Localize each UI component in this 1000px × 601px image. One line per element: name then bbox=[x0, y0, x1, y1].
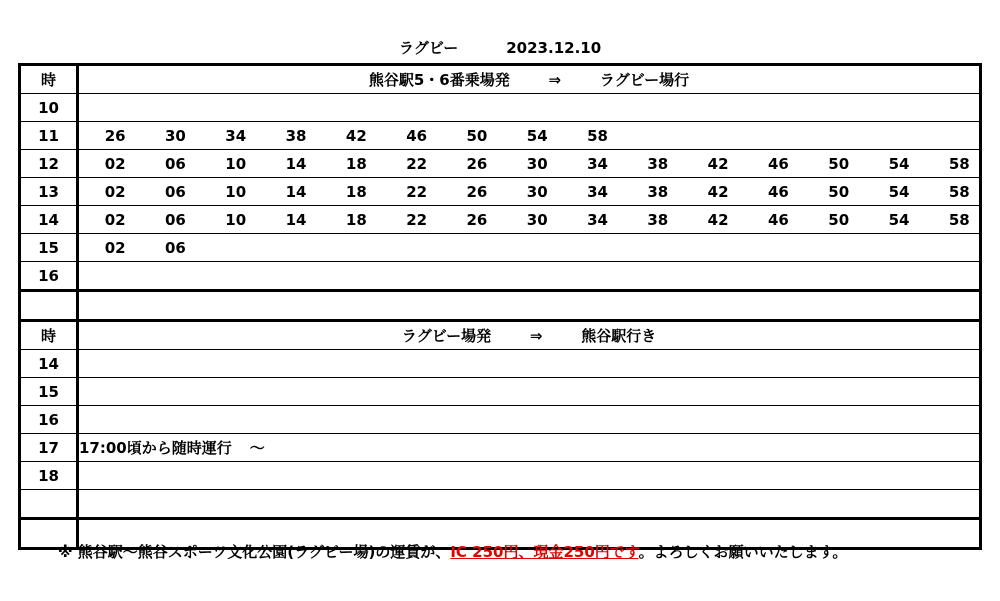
departure-minute: 06 bbox=[165, 182, 186, 201]
minutes-cell bbox=[78, 122, 981, 150]
departure-minute: 38 bbox=[647, 210, 669, 229]
table-row bbox=[20, 378, 981, 406]
departure-minute: 02 bbox=[104, 238, 126, 257]
departure-minute: 02 bbox=[104, 210, 126, 229]
separator-row bbox=[20, 291, 981, 321]
departure-minute: 30 bbox=[526, 154, 548, 173]
table-row bbox=[20, 490, 981, 519]
departure-minute: 34 bbox=[587, 182, 608, 201]
note-suffix: 。よろしくお願いいたします。 bbox=[638, 543, 848, 561]
hour-header: 時 bbox=[20, 321, 78, 350]
service-cell bbox=[78, 406, 981, 434]
table-row bbox=[20, 350, 981, 378]
table-row bbox=[20, 178, 981, 206]
table1-heading-from: 熊谷駅5・6番乗場発 bbox=[368, 71, 510, 89]
departure-minute: 14 bbox=[285, 210, 307, 229]
departure-minute: 30 bbox=[165, 126, 186, 145]
arrow-icon: ⇒ bbox=[548, 71, 562, 89]
departure-minute: 50 bbox=[828, 210, 850, 229]
departure-minute: 22 bbox=[406, 210, 428, 229]
departure-minute: 58 bbox=[948, 154, 970, 173]
table-row bbox=[20, 406, 981, 434]
hour-cell bbox=[20, 490, 78, 519]
departure-minute: 30 bbox=[526, 182, 548, 201]
table-row bbox=[20, 234, 981, 262]
departure-minute: 42 bbox=[707, 154, 729, 173]
minutes-cell bbox=[78, 206, 981, 234]
table-row bbox=[20, 122, 981, 150]
departure-minute: 46 bbox=[767, 210, 789, 229]
departure-minute: 38 bbox=[647, 154, 669, 173]
table2-heading bbox=[78, 321, 981, 350]
table2-heading-to: 熊谷駅行き bbox=[581, 327, 657, 345]
hour-cell: 15 bbox=[20, 378, 78, 406]
minutes-list bbox=[79, 239, 979, 257]
table-row bbox=[20, 206, 981, 234]
hour-cell: 10 bbox=[20, 94, 78, 122]
departure-minute: 30 bbox=[526, 210, 548, 229]
hour-cell: 18 bbox=[20, 462, 78, 490]
departure-minute: 06 bbox=[165, 210, 186, 229]
service-cell bbox=[78, 350, 981, 378]
service-cell bbox=[78, 378, 981, 406]
service-cell bbox=[78, 434, 981, 462]
note-fare-highlight: IC 250円、現金250円です bbox=[450, 543, 639, 561]
departure-minute: 58 bbox=[587, 126, 608, 145]
departure-minute: 22 bbox=[406, 154, 428, 173]
departure-minute: 54 bbox=[888, 210, 910, 229]
service-cell bbox=[78, 490, 981, 519]
minutes-list bbox=[79, 183, 979, 201]
departure-minute: 38 bbox=[285, 126, 307, 145]
table-row bbox=[20, 462, 981, 490]
service-text: 17:00頃から随時運行 bbox=[79, 439, 232, 457]
title-date: 2023.12.10 bbox=[506, 39, 602, 57]
hour-cell: 16 bbox=[20, 406, 78, 434]
departure-minute: 50 bbox=[466, 126, 488, 145]
table1-heading-to: ラグビー場行 bbox=[599, 71, 690, 89]
table2-heading-from: ラグビー場発 bbox=[401, 327, 492, 345]
table-row bbox=[20, 150, 981, 178]
departure-minute: 54 bbox=[888, 182, 910, 201]
minutes-list bbox=[79, 127, 979, 145]
minutes-cell bbox=[78, 234, 981, 262]
departure-minute: 22 bbox=[406, 182, 428, 201]
departure-minute: 26 bbox=[466, 154, 488, 173]
arrow-icon: ⇒ bbox=[529, 327, 543, 345]
departure-minute: 42 bbox=[707, 210, 729, 229]
table-row bbox=[20, 94, 981, 122]
fare-note bbox=[58, 541, 847, 562]
hour-cell: 17 bbox=[20, 434, 78, 462]
hour-cell: 14 bbox=[20, 350, 78, 378]
hour-cell: 14 bbox=[20, 206, 78, 234]
note-prefix: ※ 熊谷駅～熊谷スポーツ文化公園(ラグビー場)の運賃が、 bbox=[58, 543, 451, 561]
departure-minute: 50 bbox=[828, 154, 850, 173]
departure-minute: 18 bbox=[345, 210, 367, 229]
departure-minute: 58 bbox=[948, 210, 970, 229]
hour-cell: 15 bbox=[20, 234, 78, 262]
departure-minute: 54 bbox=[526, 126, 548, 145]
minutes-list bbox=[79, 155, 979, 173]
departure-minute: 10 bbox=[225, 154, 247, 173]
minutes-list bbox=[79, 211, 979, 229]
departure-minute: 26 bbox=[466, 210, 488, 229]
departure-minute: 26 bbox=[466, 182, 488, 201]
departure-minute: 14 bbox=[285, 154, 307, 173]
hour-cell: 12 bbox=[20, 150, 78, 178]
timetable bbox=[18, 63, 982, 550]
departure-minute: 10 bbox=[225, 182, 247, 201]
departure-minute: 46 bbox=[767, 154, 789, 173]
table-row bbox=[20, 262, 981, 291]
departure-minute: 46 bbox=[406, 126, 428, 145]
empty-cell bbox=[20, 291, 78, 321]
departure-minute: 34 bbox=[587, 154, 608, 173]
empty-cell bbox=[78, 291, 981, 321]
hour-cell: 13 bbox=[20, 178, 78, 206]
table2-header-row bbox=[20, 321, 981, 350]
tilde-mark: ～ bbox=[249, 439, 265, 457]
departure-minute: 34 bbox=[587, 210, 608, 229]
hour-cell: 16 bbox=[20, 262, 78, 291]
table-row bbox=[20, 434, 981, 462]
departure-minute: 50 bbox=[828, 182, 850, 201]
service-cell bbox=[78, 462, 981, 490]
departure-minute: 02 bbox=[104, 154, 126, 173]
departure-minute: 06 bbox=[165, 238, 186, 257]
table1-heading bbox=[78, 65, 981, 94]
minutes-cell bbox=[78, 94, 981, 122]
departure-minute: 06 bbox=[165, 154, 186, 173]
page-title bbox=[0, 37, 1000, 58]
departure-minute: 42 bbox=[345, 126, 367, 145]
title-name: ラグビー bbox=[398, 39, 459, 57]
departure-minute: 14 bbox=[285, 182, 307, 201]
departure-minute: 46 bbox=[767, 182, 789, 201]
minutes-cell bbox=[78, 178, 981, 206]
departure-minute: 34 bbox=[225, 126, 247, 145]
departure-minute: 18 bbox=[345, 154, 367, 173]
hour-header: 時 bbox=[20, 65, 78, 94]
table1-header-row bbox=[20, 65, 981, 94]
departure-minute: 42 bbox=[707, 182, 729, 201]
hour-cell: 11 bbox=[20, 122, 78, 150]
minutes-cell bbox=[78, 262, 981, 291]
departure-minute: 18 bbox=[345, 182, 367, 201]
departure-minute: 10 bbox=[225, 210, 247, 229]
departure-minute: 26 bbox=[104, 126, 126, 145]
departure-minute: 02 bbox=[104, 182, 126, 201]
departure-minute: 54 bbox=[888, 154, 910, 173]
departure-minute: 58 bbox=[948, 182, 970, 201]
departure-minute: 38 bbox=[647, 182, 669, 201]
minutes-cell bbox=[78, 150, 981, 178]
